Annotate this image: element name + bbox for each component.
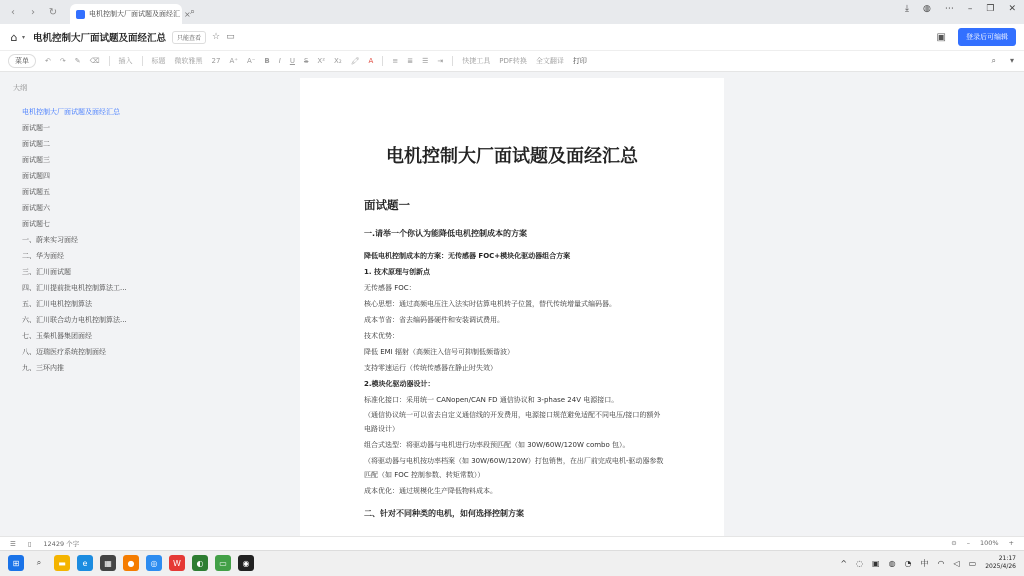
align-center-icon[interactable]: ≣ bbox=[407, 57, 414, 65]
volume-icon[interactable]: ◁ bbox=[953, 558, 960, 568]
paragraph: 支持零速运行（传统传感器在静止时失效） bbox=[364, 364, 497, 372]
tray-icon[interactable]: ▣ bbox=[872, 558, 880, 568]
outline-item[interactable]: 面试题六 bbox=[22, 204, 50, 212]
battery-icon[interactable]: ▭ bbox=[968, 558, 977, 568]
outline-item[interactable]: 九、三环内推 bbox=[22, 364, 64, 372]
window-controls bbox=[905, 4, 1016, 14]
undo-icon[interactable]: ↶ bbox=[45, 57, 51, 65]
outline-item[interactable]: 面试题四 bbox=[22, 172, 50, 180]
screen-icon[interactable]: ▭ bbox=[215, 555, 231, 571]
status-bar bbox=[0, 536, 1024, 550]
outline-item[interactable]: 电机控制大厂面试题及面经汇总 bbox=[22, 108, 120, 116]
divider bbox=[109, 56, 110, 66]
redo-icon[interactable]: ↷ bbox=[59, 57, 66, 65]
paragraph: 成本优化：通过规模化生产降低物料成本。 bbox=[364, 487, 497, 495]
format-painter-icon[interactable]: ✎ bbox=[74, 57, 81, 65]
print-button[interactable]: 打印 bbox=[572, 57, 587, 65]
start-icon[interactable]: ⊞ bbox=[8, 555, 24, 571]
clock-date: 2025/4/26 bbox=[985, 563, 1016, 570]
list-icon[interactable]: ☰ bbox=[422, 57, 429, 65]
search-icon[interactable]: ⌕ bbox=[991, 56, 996, 65]
outline-heading: 大纲 bbox=[13, 84, 27, 92]
more-icon[interactable]: ⋯ bbox=[944, 4, 954, 14]
zoom-out-icon[interactable]: – bbox=[966, 539, 970, 547]
subheading: 2.模块化驱动器设计： bbox=[364, 380, 435, 388]
indent-icon[interactable]: ⇥ bbox=[437, 57, 444, 65]
restore-icon[interactable]: ❐ bbox=[986, 4, 995, 14]
doc-favicon-icon bbox=[76, 10, 85, 19]
format-toolbar bbox=[0, 50, 1024, 72]
divider bbox=[382, 56, 383, 66]
clock-time: 21:17 bbox=[998, 555, 1016, 562]
tray-icon[interactable]: ◌ bbox=[856, 558, 863, 568]
clock[interactable] bbox=[985, 555, 1016, 571]
tray-icon[interactable]: ◔ bbox=[904, 558, 912, 568]
app-search-icon[interactable]: ● bbox=[123, 555, 139, 571]
outline-item[interactable]: 八、迈瑞医疗系统控制面经 bbox=[22, 348, 106, 356]
browser-tab[interactable] bbox=[70, 4, 191, 24]
tray-icon[interactable]: ◍ bbox=[888, 558, 896, 568]
paragraph: 核心思想：通过高频电压注入法实时估算电机转子位置，替代传统增量式编码器。 bbox=[364, 300, 616, 308]
paragraph: （通信协议统一可以省去自定义通信线的开发费用，电源接口规范避免适配不同电压/接口的额外电路设计） bbox=[364, 411, 661, 433]
highlight-icon[interactable]: 🖍 bbox=[350, 57, 360, 65]
tab-title: 电机控制大厂面试题及面经汇 bbox=[89, 10, 180, 18]
outline-item[interactable]: 二、华为面经 bbox=[22, 252, 64, 260]
input-method-icon[interactable]: 中 bbox=[920, 558, 929, 568]
zoom-level[interactable]: 100% bbox=[979, 539, 999, 547]
outline-item[interactable]: 四、汇川提前批电机控制算法工... bbox=[22, 284, 127, 292]
file-explorer-icon[interactable]: ▬ bbox=[54, 555, 70, 571]
style-select[interactable]: 标题 bbox=[151, 57, 166, 65]
home-icon[interactable]: ⌂ bbox=[10, 30, 18, 44]
page-icon[interactable]: ▯ bbox=[27, 539, 32, 548]
outline-item[interactable]: 面试题七 bbox=[22, 220, 50, 228]
decrease-font-icon[interactable]: A⁻ bbox=[246, 57, 256, 65]
word-count: 12429 个字 bbox=[43, 540, 80, 548]
outline-panel bbox=[0, 72, 250, 536]
star-icon[interactable]: ☆ bbox=[212, 32, 221, 42]
superscript-icon[interactable]: X² bbox=[317, 57, 326, 65]
underline-icon[interactable]: U bbox=[289, 57, 295, 65]
wifi-icon[interactable]: ◠ bbox=[937, 558, 945, 568]
translate-button[interactable]: 全文翻译 bbox=[535, 57, 564, 65]
globe-icon[interactable]: ◍ bbox=[923, 4, 931, 14]
search-icon[interactable]: ⌕ bbox=[36, 558, 42, 567]
wechat-icon[interactable]: ◐ bbox=[192, 555, 208, 571]
section-heading: 面试题一 bbox=[364, 198, 410, 212]
paragraph: 技术优势： bbox=[364, 332, 399, 340]
outline-item[interactable]: 面试题二 bbox=[22, 140, 50, 148]
folder-icon[interactable]: ▭ bbox=[226, 32, 235, 42]
close-window-icon[interactable]: ✕ bbox=[1008, 4, 1016, 14]
question-heading: 二、针对不同种类的电机，如何选择控制方案 bbox=[364, 509, 524, 518]
permission-badge[interactable]: 只能查看 bbox=[172, 31, 206, 44]
font-size-select[interactable]: 27 bbox=[211, 57, 221, 65]
subheading: 1. 技术原理与创新点 bbox=[364, 268, 430, 276]
quick-tools-button[interactable]: 快捷工具 bbox=[462, 57, 491, 65]
pdf-convert-button[interactable]: PDF转换 bbox=[499, 57, 527, 65]
app-icon[interactable]: ◎ bbox=[146, 555, 162, 571]
clear-format-icon[interactable]: ⌫ bbox=[89, 57, 100, 65]
outline-item[interactable]: 六、汇川联合动力电机控制算法... bbox=[22, 316, 127, 324]
menu-button[interactable]: 菜单 bbox=[8, 54, 36, 68]
wps-icon[interactable]: W bbox=[169, 555, 185, 571]
outline-item[interactable]: 七、玉柴机器集团面经 bbox=[22, 332, 92, 340]
store-icon[interactable]: ▦ bbox=[100, 555, 116, 571]
paragraph: 无传感器 FOC： bbox=[364, 284, 416, 292]
outline-toggle-icon[interactable]: ☰ bbox=[10, 539, 16, 548]
browser-tab-bar bbox=[0, 0, 1024, 24]
download-icon[interactable]: ⤓ bbox=[905, 4, 910, 14]
tab-close-icon[interactable]: × bbox=[184, 9, 191, 19]
zoom-in-icon[interactable]: + bbox=[1008, 539, 1014, 547]
forward-icon[interactable]: › bbox=[31, 6, 35, 18]
divider bbox=[452, 56, 453, 66]
tab-search-icon[interactable]: ⌕ bbox=[190, 7, 196, 17]
paragraph: 降低 EMI 辐射（高频注入信号可抑制低频谐波） bbox=[364, 348, 514, 356]
insert-button[interactable]: 插入 bbox=[118, 57, 133, 65]
paragraph: （将驱动器与电机按功率档案（如 30W/60W/120W）打包销售，在出厂前完成电机-驱动器参数匹配（如 FOC 控制参数、转矩常数）） bbox=[364, 457, 664, 479]
chevron-down-icon[interactable]: ▾ bbox=[22, 33, 26, 41]
outline-item[interactable]: 面试题五 bbox=[22, 188, 50, 196]
divider bbox=[142, 56, 143, 66]
font-select[interactable]: 微软雅黑 bbox=[174, 57, 203, 65]
increase-font-icon[interactable]: A⁺ bbox=[229, 57, 238, 65]
play-icon[interactable]: ⊙ bbox=[951, 539, 957, 547]
recorder-icon[interactable]: ◉ bbox=[238, 555, 254, 571]
comment-icon[interactable]: ▣ bbox=[936, 31, 946, 43]
taskbar bbox=[0, 550, 1024, 576]
login-edit-button[interactable]: 登录后可编辑 bbox=[958, 28, 1016, 46]
minimize-icon[interactable]: – bbox=[967, 4, 973, 14]
italic-icon[interactable]: I bbox=[278, 57, 281, 65]
outline-item[interactable]: 三、汇川面试题 bbox=[22, 268, 71, 276]
outline-item[interactable]: 一、蔚来实习面经 bbox=[22, 236, 78, 244]
paragraph: 组合式选型：将驱动器与电机进行功率段预匹配（如 30W/60W/120W combo 包）。 bbox=[364, 441, 630, 449]
chevron-down-icon[interactable]: ▾ bbox=[1009, 56, 1014, 65]
font-color-icon[interactable]: A bbox=[368, 57, 374, 65]
doc-header bbox=[0, 24, 1024, 50]
outline-item[interactable]: 面试题一 bbox=[22, 124, 50, 132]
outline-item[interactable]: 五、汇川电机控制算法 bbox=[22, 300, 92, 308]
outline-item[interactable]: 面试题三 bbox=[22, 156, 50, 164]
subscript-icon[interactable]: X₂ bbox=[334, 57, 342, 65]
paragraph: 标准化接口：采用统一 CANopen/CAN FD 通信协议和 3-phase 24V 电源接口。 bbox=[364, 396, 619, 404]
strikethrough-icon[interactable]: S bbox=[303, 57, 309, 65]
document-page[interactable] bbox=[300, 78, 724, 536]
question-heading: 一.请举一个你认为能降低电机控制成本的方案 bbox=[364, 229, 528, 238]
doc-title[interactable]: 电机控制大厂面试题及面经汇总 bbox=[33, 33, 167, 44]
refresh-icon[interactable]: ↻ bbox=[48, 6, 58, 18]
bold-icon[interactable]: B bbox=[264, 57, 270, 65]
edge-icon[interactable]: e bbox=[77, 555, 93, 571]
align-left-icon[interactable]: ≡ bbox=[392, 57, 399, 65]
paragraph: 成本节省：省去编码器硬件和安装调试费用。 bbox=[364, 316, 504, 324]
plan-title: 降低电机控制成本的方案：无传感器 FOC+模块化驱动器组合方案 bbox=[364, 252, 571, 260]
chevron-up-icon[interactable]: ^ bbox=[840, 558, 848, 568]
back-icon[interactable]: ‹ bbox=[11, 6, 15, 18]
document-title: 电机控制大厂面试题及面经汇总 bbox=[386, 146, 638, 167]
